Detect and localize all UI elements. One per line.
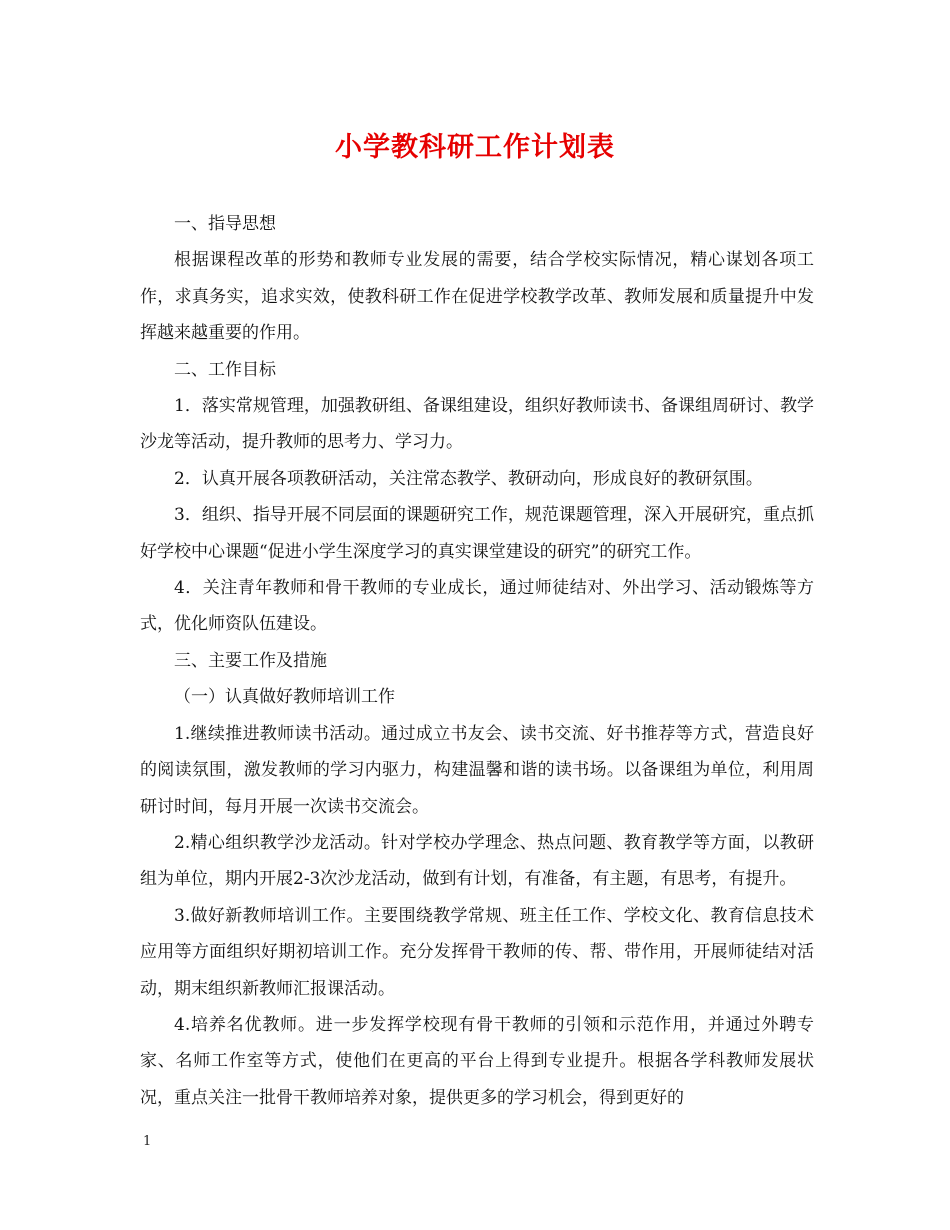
page-number: 1: [143, 1134, 152, 1149]
subsection-heading: （一）认真做好教师培训工作: [174, 687, 395, 708]
section-heading: 三、主要工作及措施: [174, 650, 327, 671]
section-heading: 二、工作目标: [174, 359, 276, 380]
paragraph: 3．组织、指导开展不同层面的课题研究工作，规范课题管理，深入开展研究，重点抓好学校中心课题“促进小学生深度学习的真实课堂建设的研究”的研究工作。: [140, 505, 814, 562]
paragraph: 2．认真开展各项教研活动，关注常态教学、教研动向，形成良好的教研氛围。: [174, 468, 763, 489]
paragraph: 1．落实常规管理，加强教研组、备课组建设，组织好教师读书、备课组周研讨、教学沙龙等活动，提升教师的思考力、学习力。: [140, 396, 814, 453]
paragraph: 1.继续推进教师读书活动。通过成立书友会、读书交流、好书推荐等方式，营造良好的阅读氛围，激发教师的学习内驱力，构建温馨和谐的读书场。以备课组为单位，利用周研讨时间，每月开展一次读书交流会。: [140, 723, 814, 817]
section-heading: 一、指导思想: [174, 214, 276, 234]
paragraph: 根据课程改革的形势和教师专业发展的需要，结合学校实际情况，精心谋划各项工作，求真务实，追求实效，使教科研工作在促进学校教学改革、教师发展和质量提升中发挥越来越重要的作用。: [140, 250, 814, 344]
paragraph: 3.做好新教师培训工作。主要围绕教学常规、班主任工作、学校文化、教育信息技术应用等方面组织好期初培训工作。充分发挥骨干教师的传、帮、带作用，开展师徒结对活动，期末组织新教师汇报课活动。: [140, 905, 814, 999]
document-body: [140, 206, 814, 1116]
paragraph: 4.培养名优教师。进一步发挥学校现有骨干教师的引领和示范作用，并通过外聘专家、名师工作室等方式，使他们在更高的平台上得到专业提升。根据各学科教师发展状况，重点关注一批骨干教师培养对象，提供更多的学习机会，得到更好的: [140, 1014, 814, 1108]
document-title: 小学教科研工作计划表: [335, 132, 615, 163]
paragraph: 2.精心组织教学沙龙活动。针对学校办学理念、热点问题、教育教学等方面，以教研组为单位，期内开展2-3次沙龙活动，做到有计划，有准备，有主题，有思考，有提升。: [140, 832, 814, 890]
paragraph: 4．关注青年教师和骨干教师的专业成长，通过师徒结对、外出学习、活动锻炼等方式，优化师资队伍建设。: [140, 578, 814, 635]
